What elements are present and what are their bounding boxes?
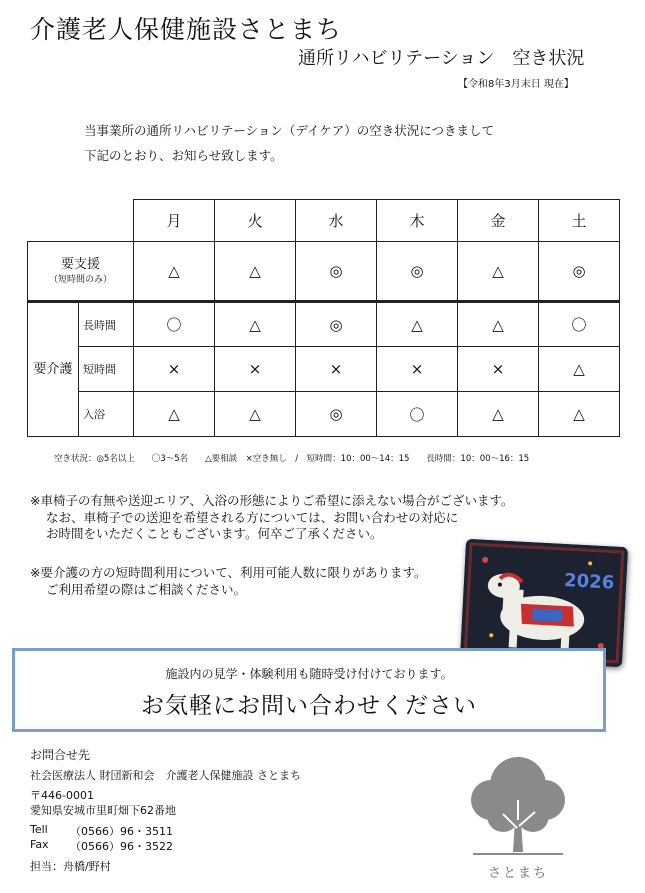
availability-cell: △ — [215, 392, 296, 437]
availability-cell: △ — [215, 242, 296, 302]
day-header: 木 — [377, 200, 458, 242]
care-sublabel: 長時間 — [79, 302, 134, 347]
callout-headline: お気軽にお問い合わせください — [141, 693, 477, 719]
as-of-date: 【令和8年3月末日 現在】 — [458, 79, 574, 90]
day-header: 金 — [458, 200, 539, 242]
availability-cell: ◎ — [377, 242, 458, 302]
contact-fax: （0566）96・3522 — [70, 840, 173, 853]
availability-cell: △ — [539, 392, 620, 437]
contact-address: 愛知県安城市里町畑下62番地 — [30, 804, 176, 817]
contact-organization: 社会医療法人 財団新和会 介護老人保健施設 さとまち — [30, 769, 301, 782]
availability-cell: △ — [134, 392, 215, 437]
table-row-care-long — [28, 302, 620, 347]
availability-cell: × — [215, 347, 296, 392]
availability-cell: △ — [539, 347, 620, 392]
page-subtitle: 通所リハビリテーション 空き状況 — [298, 48, 585, 69]
table-legend: 空き状況：◎5名以上 〇3～5名 △要相談 ×空き無し / 短時間：10：00～14：15 長時間：10：00～16：15 — [54, 454, 530, 464]
logo-text: さとまち — [487, 866, 548, 881]
intro-line-1: 当事業所の通所リハビリテーション（デイケア）の空き状況につきまして — [84, 123, 495, 138]
intro-line-2: 下記のとおり、お知らせ致します。 — [84, 148, 283, 163]
contact-tel: （0566）96・3511 — [70, 825, 173, 838]
table-row-care-bath — [28, 392, 620, 437]
contact-title: お問合せ先 — [30, 748, 91, 762]
availability-cell: × — [134, 347, 215, 392]
note-2-line-2: ご利用希望の際はご相談ください。 — [46, 582, 247, 597]
day-header: 土 — [539, 200, 620, 242]
availability-cell: ◎ — [296, 302, 377, 347]
availability-table — [27, 199, 620, 437]
table-row-support — [28, 242, 620, 302]
day-header: 水 — [296, 200, 377, 242]
tree-icon — [463, 750, 573, 860]
support-label: 要支援 — [60, 257, 100, 272]
callout-subtext: 施設内の見学・体験利用も随時受け付けております。 — [165, 667, 453, 681]
table-corner — [28, 200, 134, 242]
availability-cell: △ — [458, 392, 539, 437]
note-1-line-3: お時間をいただくこともございます。何卒ご了承ください。 — [46, 526, 383, 541]
availability-cell: △ — [215, 302, 296, 347]
contact-postal-code: 〒446-0001 — [30, 789, 94, 802]
support-sublabel: （短時間のみ） — [48, 275, 112, 285]
satomachi-tree-logo — [463, 750, 573, 885]
care-sublabel: 入浴 — [79, 392, 134, 437]
note-1-line-2: なお、車椅子での送迎を希望される方については、お問い合わせの対応に — [46, 510, 459, 525]
contact-staff: 担当：舟橋/野村 — [30, 860, 111, 873]
contact-fax-label: Fax — [30, 838, 49, 851]
availability-cell: × — [458, 347, 539, 392]
day-header: 月 — [134, 200, 215, 242]
contact-tel-label: Tell — [30, 823, 48, 836]
availability-cell: △ — [377, 302, 458, 347]
day-header: 火 — [215, 200, 296, 242]
availability-cell: △ — [458, 242, 539, 302]
note-1-line-1: ※車椅子の有無や送迎エリア、入浴の形態によりご希望に添えない場合がございます。 — [30, 493, 514, 508]
availability-cell: × — [296, 347, 377, 392]
availability-cell: ◎ — [296, 242, 377, 302]
availability-cell: ◎ — [296, 392, 377, 437]
care-label: 要介護 — [28, 302, 79, 437]
care-sublabel: 短時間 — [79, 347, 134, 392]
availability-cell: △ — [134, 242, 215, 302]
table-header-row — [28, 200, 620, 242]
facility-title: 介護老人保健施設さとまち — [30, 15, 343, 44]
availability-cell: ◎ — [539, 242, 620, 302]
inquiry-callout-box — [12, 648, 606, 732]
availability-cell: 〇 — [539, 302, 620, 347]
availability-cell: × — [377, 347, 458, 392]
photo-year: 2026 — [563, 570, 615, 594]
support-label-cell — [28, 242, 134, 302]
availability-cell: 〇 — [377, 392, 458, 437]
availability-cell: △ — [458, 302, 539, 347]
table-row-care-short — [28, 347, 620, 392]
note-2-line-1: ※要介護の方の短時間利用について、利用可能人数に限りがあります。 — [30, 565, 427, 580]
availability-cell: 〇 — [134, 302, 215, 347]
